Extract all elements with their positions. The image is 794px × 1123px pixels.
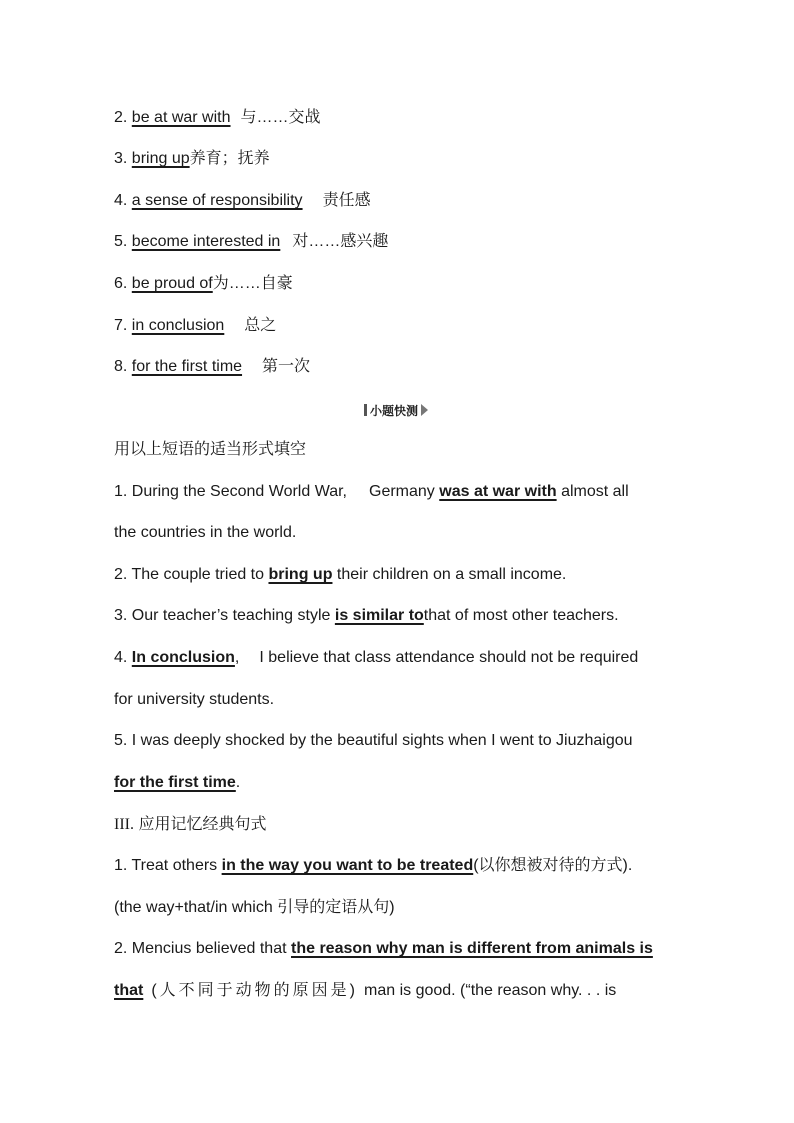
exercise-text: almost all — [561, 483, 629, 500]
phrase-item — [114, 357, 681, 377]
exercise-4-cont: for university students. — [114, 691, 275, 708]
sentence-text: 2. Mencius believed that — [114, 940, 287, 957]
sentence-answer: in the way you want to be treated — [221, 857, 474, 874]
sentence-text: (以你想被对待的方式). — [473, 857, 633, 874]
section-number: III. — [114, 816, 134, 833]
phrase-item — [114, 108, 681, 128]
exercise-3 — [114, 606, 681, 626]
instruction: 用以上短语的适当形式填空 — [114, 441, 307, 458]
quiz-section-badge — [357, 402, 435, 418]
exercise-text: 2. The couple tried to — [114, 566, 265, 583]
phrase-item — [114, 274, 681, 294]
phrase-meaning: 责任感 — [322, 192, 371, 209]
sentence-text: (人不同于动物的原因是) — [151, 982, 358, 999]
exercise-2 — [114, 565, 681, 585]
phrase-answer: be at war with — [131, 109, 231, 126]
exercise-text: Germany — [369, 483, 435, 500]
exercise-text: I believe that class attendance should not be required — [259, 649, 639, 666]
exercise-answer: was at war with — [439, 483, 557, 500]
item-number: 6. — [114, 275, 128, 292]
phrase-meaning: 养育；抚养 — [189, 150, 270, 167]
sentence-2-cont — [114, 981, 681, 1001]
sentence-1 — [114, 856, 681, 876]
exercise-1-cont: the countries in the world. — [114, 524, 297, 541]
exercise-5-cont — [114, 773, 681, 793]
item-number: 7. — [114, 317, 128, 334]
quiz-badge-label: 小题快测 — [369, 403, 418, 418]
item-number: 3. — [114, 150, 128, 167]
phrase-meaning: 对……感兴趣 — [292, 233, 389, 250]
exercise-text: . — [235, 774, 241, 791]
phrase-answer: a sense of responsibility — [131, 192, 303, 209]
sentence-answer: the reason why man is different from animals is — [291, 940, 653, 957]
item-number: 8. — [114, 358, 128, 375]
exercise-text: their children on a small income. — [336, 566, 567, 583]
exercise-text: that of most other teachers. — [423, 607, 619, 624]
item-number: 5. — [114, 233, 128, 250]
phrase-answer: for the first time — [131, 358, 243, 375]
bar-icon — [364, 404, 367, 416]
exercise-text: 4. — [114, 649, 128, 666]
exercise-answer: is similar to — [334, 607, 424, 624]
section-heading — [114, 815, 681, 835]
phrase-meaning: 与……交战 — [240, 109, 321, 126]
phrase-item — [114, 316, 681, 336]
sentence-1-note: (the way+that/in which 引导的定语从句) — [114, 899, 395, 916]
section-title: 应用记忆经典句式 — [138, 816, 267, 833]
sentence-answer: that — [114, 982, 144, 999]
sentence-text: 1. Treat others — [114, 857, 218, 874]
phrase-answer: be proud of — [131, 275, 213, 292]
exercise-4 — [114, 648, 681, 668]
phrase-item — [114, 149, 681, 169]
phrase-meaning: 第一次 — [262, 358, 311, 375]
phrase-answer: in conclusion — [131, 317, 225, 334]
exercise-1 — [114, 482, 681, 502]
sentence-2 — [114, 939, 681, 959]
phrase-item — [114, 191, 681, 211]
exercise-answer: In conclusion — [131, 649, 235, 666]
exercise-text: , — [234, 649, 240, 666]
item-number: 2. — [114, 109, 128, 126]
phrase-answer: bring up — [131, 150, 190, 167]
arrow-right-icon — [421, 404, 428, 416]
phrase-meaning: 总之 — [244, 317, 277, 334]
exercise-text: 1. During the Second World War, — [114, 483, 347, 500]
phrase-answer: become interested in — [131, 233, 281, 250]
phrase-item — [114, 232, 681, 252]
sentence-text: man is good. (“the reason why. . . is — [364, 982, 617, 999]
exercise-5: 5. I was deeply shocked by the beautiful sights when I went to Jiuzhaigou — [114, 732, 633, 749]
phrase-meaning: 为……自豪 — [212, 275, 293, 292]
exercise-answer: bring up — [268, 566, 333, 583]
item-number: 4. — [114, 192, 128, 209]
exercise-answer: for the first time — [114, 774, 236, 791]
exercise-text: 3. Our teacher’s teaching style — [114, 607, 331, 624]
